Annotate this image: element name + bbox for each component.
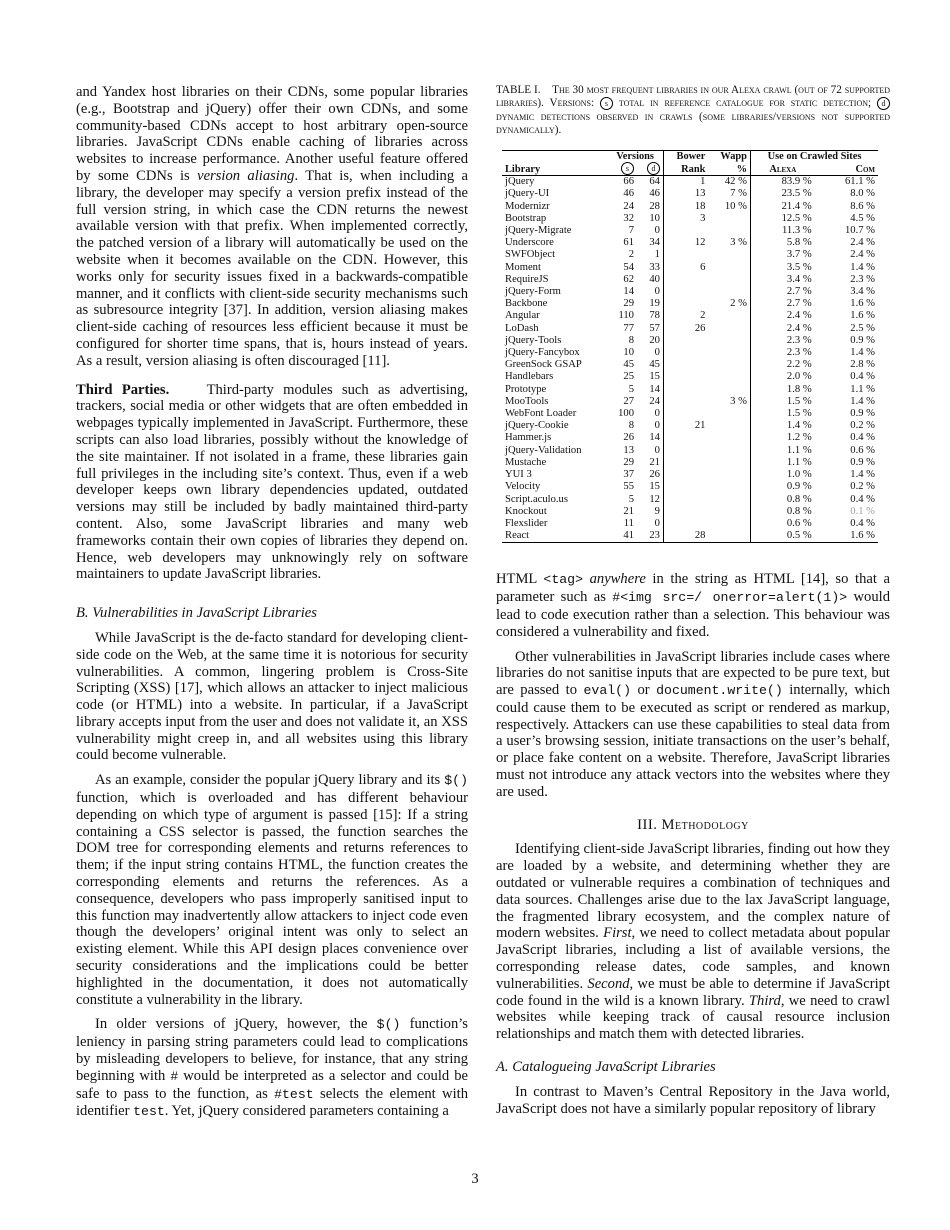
alexa-use-cell: 0.8 % bbox=[750, 506, 814, 518]
static-versions-cell: 110 bbox=[618, 310, 634, 322]
library-name-cell: YUI 3 bbox=[505, 469, 532, 481]
library-name-cell: jQuery-Form bbox=[505, 286, 561, 298]
static-versions-cell: 5 bbox=[628, 493, 634, 505]
dynamic-versions-cell: 0 bbox=[654, 225, 660, 237]
dynamic-versions-cell: 0 bbox=[654, 347, 660, 359]
wapp-percent-cell bbox=[708, 384, 750, 396]
wapp-percent-cell: 10 % bbox=[724, 200, 747, 212]
bower-rank-cell bbox=[663, 445, 708, 457]
com-use-cell: 0.4 % bbox=[850, 371, 875, 383]
dynamic-versions-cell: 0 bbox=[654, 286, 660, 298]
table-row bbox=[502, 262, 878, 274]
library-name-cell: WebFont Loader bbox=[505, 408, 577, 420]
static-versions-cell: 62 bbox=[623, 273, 634, 285]
alexa-use-cell: 83.9 % bbox=[750, 176, 814, 189]
table-row bbox=[502, 445, 878, 457]
bower-rank-cell bbox=[663, 481, 708, 493]
d-circle-icon: d bbox=[877, 97, 890, 110]
table-row bbox=[502, 506, 878, 518]
bower-rank-cell bbox=[663, 298, 708, 310]
library-name-cell: jQuery-Tools bbox=[505, 334, 562, 346]
com-use-cell: 1.4 % bbox=[850, 395, 875, 407]
wapp-percent-cell bbox=[708, 225, 750, 237]
table-row bbox=[502, 481, 878, 493]
s-circle-icon: s bbox=[600, 97, 613, 110]
com-use-cell: 0.9 % bbox=[850, 408, 875, 420]
header-use: Use on Crawled Sites bbox=[750, 150, 878, 162]
dynamic-versions-cell: 0 bbox=[654, 408, 660, 420]
com-use-cell: 0.4 % bbox=[850, 493, 875, 505]
header-rank: Rank bbox=[663, 162, 708, 176]
third-parties-heading: Third Parties. bbox=[76, 381, 170, 398]
library-name-cell: React bbox=[502, 530, 607, 543]
wapp-percent-cell bbox=[708, 371, 750, 383]
library-name-cell: Velocity bbox=[505, 481, 541, 493]
alexa-use-cell: 1.0 % bbox=[750, 469, 814, 481]
wapp-percent-cell bbox=[708, 481, 750, 493]
bower-rank-cell: 18 bbox=[663, 201, 708, 213]
paragraph-third-parties: Third Parties. Third-party modules such as advertising, trackers, social media or other widgets that are often embedded in webpages typically implemented in JavaScript. Furthermore, these scripts can also load libraries, possibly without the knowledge of the site maintainer. If not isolated in a frame, these libraries gain full privileges in the including site’s context. Thus, even if a web developer keeps own library dependencies updated, outdated versions may still be included by badly maintained third-party content. Also, some JavaScript libraries and many web frameworks contain their own copies of libraries they depend on. Hence, web developers may unknowingly rely on software maintainers to update JavaScript libraries. bbox=[76, 381, 469, 583]
alexa-use-cell: 5.8 % bbox=[750, 237, 814, 249]
dynamic-versions-cell: 34 bbox=[649, 237, 660, 249]
left-column bbox=[76, 84, 468, 1121]
table-header-row-1 bbox=[502, 150, 878, 162]
wapp-percent-cell bbox=[708, 335, 750, 347]
alexa-use-cell: 2.7 % bbox=[750, 298, 814, 310]
static-versions-cell: 13 bbox=[623, 444, 634, 456]
wapp-percent-cell: 3 % bbox=[730, 395, 747, 407]
paragraph-html-tag: HTML <tag> anywhere in the string as HTML [14], so that a parameter such as #<img src=/ onerror=alert(1)> would lead to code execution rather than a selection. This behaviour was considered a vulnerability and fixed. bbox=[496, 571, 890, 640]
alexa-use-cell: 1.8 % bbox=[750, 384, 814, 396]
bower-rank-cell bbox=[663, 359, 708, 371]
com-use-cell: 2.4 % bbox=[850, 237, 875, 249]
dynamic-versions-cell: 14 bbox=[649, 432, 660, 444]
paragraph-cdn: and Yandex host libraries on their CDNs, some popular libraries (e.g., Bootstrap and jQuery) offer their own CDNs, and some community-based CDNs accept to host arbitrary open-source libraries. JavaScript CDNs enable caching of libraries across websites to increase performance. Another useful feature offered by some CDNs is version aliasing. That is, when including a library, the developer may specify a version prefix instead of the full version string, in which case the CDN returns the newest available version with that prefix. When implemented correctly, the patched version of a library will automatically be used on the website when it becomes available on the CDN. However, this works only for security issues fixed in a backwards-compatible manner, and it conflicts with client-side security mechanisms such as subresource integrity [37]. In addition, version aliasing makes client-side caching of resources less efficient because it must be configured for shorter time spans, that is, hours instead of years. As a result, version aliasing is often discouraged [11]. bbox=[76, 84, 468, 369]
library-name-cell: jQuery-Validation bbox=[505, 444, 582, 456]
wapp-percent-cell bbox=[708, 530, 750, 543]
wapp-percent-cell bbox=[708, 518, 750, 530]
com-use-cell: 2.3 % bbox=[850, 273, 875, 285]
table-row bbox=[502, 335, 878, 347]
dynamic-versions-cell: 0 bbox=[654, 444, 660, 456]
table-row bbox=[502, 201, 878, 213]
wapp-percent-cell bbox=[708, 432, 750, 444]
library-name-cell: Handlebars bbox=[505, 371, 554, 383]
header-versions: Versions bbox=[607, 150, 663, 162]
wapp-percent-cell bbox=[708, 445, 750, 457]
library-name-cell: Moment bbox=[505, 261, 541, 273]
com-use-cell: 1.6 % bbox=[850, 310, 875, 322]
paragraph-other-vulns: Other vulnerabilities in JavaScript libraries include cases where libraries do not sanitise inputs that are expected to be pure text, but are passed to eval() or document.write() internally, which could cause them to be executed as script or rendered as markup, respectively. Attackers can use these capabilities to steal data from a user’s browsing session, initiate transactions on the user’s behalf, or place fake content on a website. Therefore, JavaScript libraries must not introduce any attack vectors into the websites where they are used. bbox=[496, 648, 890, 800]
alexa-use-cell: 2.4 % bbox=[750, 323, 814, 335]
wapp-percent-cell bbox=[708, 262, 750, 274]
bower-rank-cell bbox=[663, 494, 708, 506]
library-name-cell: SWFObject bbox=[505, 249, 556, 261]
library-name-cell: RequireJS bbox=[505, 273, 549, 285]
dynamic-versions-cell: 10 bbox=[649, 212, 660, 224]
dynamic-versions-cell: 24 bbox=[649, 395, 660, 407]
library-name-cell: jQuery-UI bbox=[505, 188, 550, 200]
com-use-cell: 0.4 % bbox=[850, 432, 875, 444]
com-use-cell: 1.4 % bbox=[850, 347, 875, 359]
static-versions-cell: 46 bbox=[623, 188, 634, 200]
library-name-cell: MooTools bbox=[505, 395, 549, 407]
dynamic-versions-cell: 15 bbox=[649, 371, 660, 383]
wapp-percent-cell bbox=[708, 310, 750, 322]
library-name-cell: LoDash bbox=[505, 322, 539, 334]
static-versions-cell: 29 bbox=[623, 298, 634, 310]
bower-rank-cell: 6 bbox=[663, 262, 708, 274]
static-versions-cell: 66 bbox=[607, 176, 637, 189]
wapp-percent-cell: 2 % bbox=[730, 298, 747, 310]
alexa-use-cell: 0.8 % bbox=[750, 494, 814, 506]
bower-rank-cell: 28 bbox=[663, 530, 708, 543]
table-row bbox=[502, 188, 878, 200]
static-versions-cell: 14 bbox=[623, 286, 634, 298]
com-use-cell: 8.0 % bbox=[850, 188, 875, 200]
paragraph-jquery-example: As an example, consider the popular jQuery library and its $() function, which is overloaded and has different behaviour depending on which type of argument is passed [15]: If a string containing a CSS selector is passed, the function searches the DOM tree for corresponding elements and returns references to them; if the input string contains HTML, the function creates the corresponding elements and returns the references. As a consequence, developers who pass improperly sanitised input to this function may inadvertently allow attackers to inject code even though the developers’ original intent was only to select an existing element. While this API design places convenience over security considerations and the implications could be better highlighted in the documentation, it does not automatically constitute a vulnerability in the library. bbox=[76, 772, 468, 1008]
table-row bbox=[502, 274, 878, 286]
static-versions-cell: 61 bbox=[623, 237, 634, 249]
table-row bbox=[502, 249, 878, 261]
com-use-cell: 1.6 % bbox=[815, 530, 878, 543]
wapp-percent-cell bbox=[708, 469, 750, 481]
static-versions-cell: 5 bbox=[628, 383, 634, 395]
table-row bbox=[502, 298, 878, 310]
bower-rank-cell: 3 bbox=[663, 213, 708, 225]
dynamic-versions-cell: 0 bbox=[654, 517, 660, 529]
bower-rank-cell: 21 bbox=[663, 420, 708, 432]
static-versions-cell: 41 bbox=[607, 530, 637, 543]
right-column bbox=[496, 84, 890, 1117]
com-use-cell: 0.6 % bbox=[850, 444, 875, 456]
table-row bbox=[502, 384, 878, 396]
table-row bbox=[502, 176, 878, 189]
com-use-cell: 0.9 % bbox=[850, 456, 875, 468]
alexa-use-cell: 0.6 % bbox=[750, 518, 814, 530]
wapp-percent-cell bbox=[708, 457, 750, 469]
static-versions-cell: 8 bbox=[628, 334, 634, 346]
static-versions-cell: 10 bbox=[623, 347, 634, 359]
com-use-cell: 10.7 % bbox=[844, 225, 875, 237]
dynamic-versions-cell: 12 bbox=[649, 493, 660, 505]
subsection-heading-a: A. Catalogueing JavaScript Libraries bbox=[496, 1059, 716, 1076]
static-versions-cell: 11 bbox=[623, 517, 634, 529]
paragraph-older-jquery: In older versions of jQuery, however, the $() function’s leniency in parsing string parameters could lead to complications by misleading developers to believe, for instance, that any string beginning with # would be interpreted as a selector and could be safe to pass to the function, as #test selects the element with identifier test. Yet, jQuery considered parameters containing a bbox=[76, 1016, 468, 1120]
bower-rank-cell bbox=[663, 432, 708, 444]
paragraph-catalogue: In contrast to Maven’s Central Repository in the Java world, JavaScript does not have a similarly popular repository of library bbox=[496, 1083, 890, 1117]
alexa-use-cell: 0.5 % bbox=[750, 530, 814, 543]
alexa-use-cell: 1.2 % bbox=[750, 432, 814, 444]
bower-rank-cell bbox=[663, 506, 708, 518]
com-use-cell: 8.6 % bbox=[850, 200, 875, 212]
com-use-cell: 2.8 % bbox=[850, 359, 875, 371]
header-library: Library bbox=[502, 150, 607, 176]
alexa-use-cell: 0.9 % bbox=[750, 481, 814, 493]
wapp-percent-cell bbox=[708, 506, 750, 518]
static-versions-cell: 8 bbox=[628, 420, 634, 432]
paragraph-methodology: Identifying client-side JavaScript libraries, finding out how they are loaded by a website, and determining whether they are outdated or vulnerable requires a combination of techniques and data sources. Challenges arise due to the lax JavaScript language, the fragmented library ecosystem, and the complex nature of modern websites. First, we need to collect metadata about popular JavaScript libraries, including a list of available versions, the corresponding release dates, code samples, and known vulnerabilities. Second, we must be able to determine if JavaScript code found in the wild is a known library. Third, we need to crawl websites while keeping track of causal resource inclusion relationships and match them with detected libraries. bbox=[496, 841, 891, 1043]
library-name-cell: jQuery bbox=[502, 176, 607, 189]
static-versions-cell: 54 bbox=[623, 261, 634, 273]
library-name-cell: Hammer.js bbox=[505, 432, 552, 444]
subsection-heading-b: B. Vulnerabilities in JavaScript Libraries bbox=[76, 605, 317, 622]
dynamic-versions-cell: 78 bbox=[649, 310, 660, 322]
table-row bbox=[502, 457, 878, 469]
static-versions-cell: 7 bbox=[628, 225, 634, 237]
alexa-use-cell: 3.5 % bbox=[750, 262, 814, 274]
table-row bbox=[502, 237, 878, 249]
dynamic-versions-cell: 21 bbox=[649, 456, 660, 468]
wapp-percent-cell bbox=[708, 408, 750, 420]
library-name-cell: jQuery-Fancybox bbox=[505, 347, 580, 359]
com-use-cell: 0.4 % bbox=[850, 517, 875, 529]
dynamic-versions-cell: 57 bbox=[649, 322, 660, 334]
bower-rank-cell: 26 bbox=[663, 323, 708, 335]
header-wapp: Wapp bbox=[708, 150, 750, 162]
alexa-use-cell: 2.3 % bbox=[750, 335, 814, 347]
alexa-use-cell: 1.5 % bbox=[750, 408, 814, 420]
bower-rank-cell: 1 bbox=[663, 176, 708, 189]
table-row bbox=[502, 530, 878, 543]
library-name-cell: Bootstrap bbox=[505, 212, 547, 224]
table-row bbox=[502, 469, 878, 481]
alexa-use-cell: 2.3 % bbox=[750, 347, 814, 359]
com-use-cell: 3.4 % bbox=[850, 286, 875, 298]
wapp-percent-cell: 7 % bbox=[730, 188, 747, 200]
com-use-cell: 2.5 % bbox=[850, 322, 875, 334]
alexa-use-cell: 3.7 % bbox=[750, 249, 814, 261]
bower-rank-cell bbox=[663, 335, 708, 347]
dynamic-versions-cell: 23 bbox=[637, 530, 663, 543]
com-use-cell: 0.2 % bbox=[850, 481, 875, 493]
com-use-cell: 1.6 % bbox=[850, 298, 875, 310]
com-use-cell: 0.9 % bbox=[850, 334, 875, 346]
bower-rank-cell bbox=[663, 408, 708, 420]
dynamic-versions-cell: 40 bbox=[649, 273, 660, 285]
bower-rank-cell bbox=[663, 518, 708, 530]
library-name-cell: Flexslider bbox=[505, 517, 548, 529]
wapp-percent-cell bbox=[708, 274, 750, 286]
table-row bbox=[502, 518, 878, 530]
bower-rank-cell bbox=[663, 249, 708, 261]
header-wapp-pct: % bbox=[736, 163, 747, 175]
bower-rank-cell bbox=[663, 457, 708, 469]
dynamic-versions-cell: 33 bbox=[649, 261, 660, 273]
library-name-cell: Script.aculo.us bbox=[505, 493, 568, 505]
table-row bbox=[502, 347, 878, 359]
table-caption: TABLE I. The 30 most frequent libraries in our Alexa crawl (out of 72 supported libraries). Versions: s total in reference catalogue for static detection; d dynamic detections observed in crawls (some libraries/versions not supported dynamically). bbox=[496, 84, 891, 137]
wapp-percent-cell bbox=[708, 213, 750, 225]
static-versions-cell: 77 bbox=[623, 322, 634, 334]
bower-rank-cell: 12 bbox=[663, 237, 708, 249]
com-use-cell: 1.4 % bbox=[850, 261, 875, 273]
section-title-methodology: III. Methodology bbox=[637, 816, 749, 833]
wapp-percent-cell bbox=[708, 323, 750, 335]
bower-rank-cell bbox=[663, 396, 708, 408]
dynamic-versions-cell: 28 bbox=[649, 200, 660, 212]
library-name-cell: Prototype bbox=[505, 383, 547, 395]
static-versions-cell: 2 bbox=[628, 249, 634, 261]
alexa-use-cell: 12.5 % bbox=[750, 213, 814, 225]
wapp-percent-cell bbox=[708, 494, 750, 506]
com-use-cell: 1.4 % bbox=[850, 469, 875, 481]
alexa-use-cell: 2.0 % bbox=[750, 371, 814, 383]
library-name-cell: Modernizr bbox=[505, 200, 550, 212]
library-name-cell: Mustache bbox=[505, 456, 547, 468]
wapp-percent-cell bbox=[708, 286, 750, 298]
s-circle-icon: s bbox=[621, 162, 634, 175]
bower-rank-cell bbox=[663, 371, 708, 383]
static-versions-cell: 21 bbox=[623, 505, 634, 517]
com-use-cell: 2.4 % bbox=[850, 249, 875, 261]
static-versions-cell: 26 bbox=[623, 432, 634, 444]
alexa-use-cell: 1.4 % bbox=[750, 420, 814, 432]
static-versions-cell: 100 bbox=[618, 408, 634, 420]
com-use-cell: 61.1 % bbox=[815, 176, 878, 189]
table-row bbox=[502, 396, 878, 408]
alexa-use-cell: 2.4 % bbox=[750, 310, 814, 322]
dynamic-versions-cell: 45 bbox=[649, 359, 660, 371]
dynamic-versions-cell: 15 bbox=[649, 481, 660, 493]
table-body bbox=[502, 176, 878, 543]
dynamic-versions-cell: 20 bbox=[649, 334, 660, 346]
dynamic-versions-cell: 26 bbox=[649, 469, 660, 481]
table-row bbox=[502, 286, 878, 298]
wapp-percent-cell: 42 % bbox=[708, 176, 750, 189]
libraries-table bbox=[502, 150, 878, 544]
library-name-cell: Backbone bbox=[505, 298, 548, 310]
paragraph-xss: While JavaScript is the de-facto standard for developing client-side code on the Web, at the same time it is notorious for security vulnerabilities. A common, lingering problem is Cross-Site Scripting (XSS) [17], which allows an attacker to inject malicious code (or HTML) into a website. In particular, if a JavaScript library accepts input from the user and does not validate it, an XSS vulnerability might creep in, and all websites using this library could become vulnerable. bbox=[76, 629, 468, 764]
dynamic-versions-cell: 46 bbox=[649, 188, 660, 200]
table-row bbox=[502, 420, 878, 432]
library-name-cell: jQuery-Migrate bbox=[505, 225, 572, 237]
table-row bbox=[502, 310, 878, 322]
dynamic-versions-cell: 0 bbox=[654, 420, 660, 432]
dynamic-versions-cell: 19 bbox=[649, 298, 660, 310]
static-versions-cell: 32 bbox=[623, 212, 634, 224]
bower-rank-cell bbox=[663, 469, 708, 481]
library-name-cell: Knockout bbox=[505, 505, 547, 517]
bower-rank-cell bbox=[663, 274, 708, 286]
static-versions-cell: 37 bbox=[623, 469, 634, 481]
com-use-cell: 0.1 % bbox=[850, 505, 875, 517]
alexa-use-cell: 3.4 % bbox=[750, 274, 814, 286]
table-row bbox=[502, 225, 878, 237]
wapp-percent-cell: 3 % bbox=[730, 237, 747, 249]
table-row bbox=[502, 359, 878, 371]
alexa-use-cell: 21.4 % bbox=[750, 201, 814, 213]
static-versions-cell: 29 bbox=[623, 456, 634, 468]
wapp-percent-cell bbox=[708, 249, 750, 261]
static-versions-cell: 25 bbox=[623, 371, 634, 383]
com-use-cell: 0.2 % bbox=[850, 420, 875, 432]
bower-rank-cell bbox=[663, 384, 708, 396]
alexa-use-cell: 1.1 % bbox=[750, 445, 814, 457]
wapp-percent-cell bbox=[708, 420, 750, 432]
bower-rank-cell bbox=[663, 286, 708, 298]
table-row bbox=[502, 323, 878, 335]
dynamic-versions-cell: 64 bbox=[637, 176, 663, 189]
static-versions-cell: 55 bbox=[623, 481, 634, 493]
bower-rank-cell bbox=[663, 347, 708, 359]
table-row bbox=[502, 432, 878, 444]
bower-rank-cell: 13 bbox=[663, 188, 708, 200]
library-name-cell: Angular bbox=[505, 310, 540, 322]
wapp-percent-cell bbox=[708, 347, 750, 359]
library-name-cell: GreenSock GSAP bbox=[505, 359, 582, 371]
library-name-cell: Underscore bbox=[505, 237, 554, 249]
page-number: 3 bbox=[471, 1171, 479, 1187]
table-row bbox=[502, 408, 878, 420]
table-row bbox=[502, 371, 878, 383]
alexa-use-cell: 23.5 % bbox=[750, 188, 814, 200]
table-row bbox=[502, 213, 878, 225]
alexa-use-cell: 1.1 % bbox=[750, 457, 814, 469]
library-name-cell: jQuery-Cookie bbox=[505, 420, 569, 432]
header-alexa: Alexa bbox=[750, 162, 814, 176]
dynamic-versions-cell: 9 bbox=[654, 505, 660, 517]
alexa-use-cell: 11.3 % bbox=[750, 225, 814, 237]
bower-rank-cell: 2 bbox=[663, 310, 708, 322]
alexa-use-cell: 2.2 % bbox=[750, 359, 814, 371]
wapp-percent-cell bbox=[708, 359, 750, 371]
dynamic-versions-cell: 14 bbox=[649, 383, 660, 395]
static-versions-cell: 24 bbox=[623, 200, 634, 212]
static-versions-cell: 45 bbox=[623, 359, 634, 371]
header-bower: Bower bbox=[663, 150, 708, 162]
header-com: Com bbox=[855, 163, 875, 175]
d-circle-icon: d bbox=[647, 162, 660, 175]
dynamic-versions-cell: 1 bbox=[654, 249, 660, 261]
com-use-cell: 1.1 % bbox=[850, 383, 875, 395]
alexa-use-cell: 2.7 % bbox=[750, 286, 814, 298]
alexa-use-cell: 1.5 % bbox=[750, 396, 814, 408]
com-use-cell: 4.5 % bbox=[850, 212, 875, 224]
static-versions-cell: 27 bbox=[623, 395, 634, 407]
table-row bbox=[502, 494, 878, 506]
bower-rank-cell bbox=[663, 225, 708, 237]
